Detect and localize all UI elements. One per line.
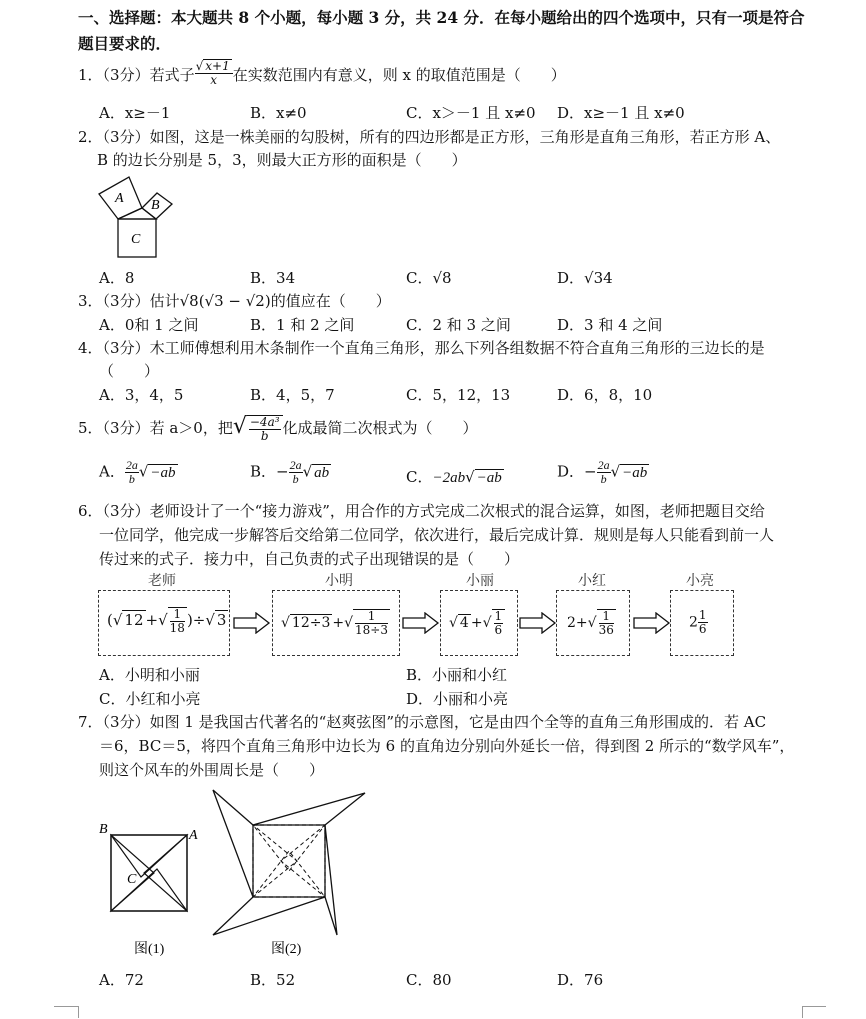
q3-stem: 3．（3分）估计√8(√3 − √2)的值应在（ ）	[78, 292, 391, 310]
fig1-label-c: C	[127, 872, 137, 887]
q4-option-a[interactable]: A．3，4，5	[99, 386, 184, 404]
q5-option-d[interactable]: D．− $\frac{2a}{b}$ √ −ab	[557, 458, 648, 486]
q3-option-d[interactable]: D．3 和 4 之间	[557, 316, 663, 334]
q4-stem-line2: （ ）	[99, 362, 160, 380]
q7-stem-line3: 则这个风车的外围周长是（ ）	[99, 761, 325, 779]
relay-name-teacher: 老师	[148, 573, 176, 589]
q3-option-c[interactable]: C．2 和 3 之间	[406, 316, 511, 334]
fig-label-c: C	[131, 232, 141, 247]
q1-stem	[78, 59, 566, 87]
relay-name-xiaoli: 小丽	[466, 573, 494, 589]
q5-option-c[interactable]: C．−2ab√ −ab	[406, 468, 502, 486]
fig-label-a: A	[115, 191, 124, 206]
relay-arrow-3	[518, 612, 558, 634]
relay-name-xiaoliang: 小亮	[686, 573, 714, 589]
q2-stem-line1: 2．（3分）如图，这是一株美丽的勾股树，所有的四边形都是正方形，三角形是直角三角形，若正方形 A、	[78, 128, 781, 146]
page-corner-mark-left	[54, 1006, 78, 1019]
relay-name-xiaohong: 小红	[578, 573, 606, 589]
fig2-caption: 图(2)	[271, 942, 302, 957]
q5-option-a[interactable]: A． $\frac{2a}{b}$ √ −ab	[99, 458, 176, 486]
q7-option-c[interactable]: C．80	[406, 971, 452, 989]
q6-stem-line2: 一位同学，他完成一步解答后交给第二位同学，依次进行，最后完成计算．规则是每人只能看到前一人	[99, 526, 775, 544]
section-heading: 一、选择题：本大题共 8 个小题，每小题 3 分，共 24 分．在每小题给出的四个选项中，只有一项是符合	[78, 8, 805, 27]
q5-stem: 5．（3分）若 a＞0，把√ $\frac{\text{−4a³}}{b}$ 化成最简二次根式为（ ）	[78, 414, 478, 443]
q2-stem-line2: B 的边长分别是 5，3，则最大正方形的面积是（ ）	[97, 151, 467, 169]
q2-option-c[interactable]: C．√8	[406, 269, 452, 287]
q6-stem-line1: 6．（3分）老师设计了一个“接力游戏”，用合作的方式完成二次根式的混合运算，如图，老师把题目交给	[78, 502, 765, 520]
q6-option-b[interactable]: B．小丽和小红	[406, 666, 508, 684]
q1-fraction: $\frac{√ x+1}{x}$	[195, 59, 233, 87]
q7-stem-line1: 7．（3分）如图 1 是我国古代著名的“赵爽弦图”的示意图，它是由四个全等的直角三角形围成的．若 AC	[78, 713, 767, 731]
q4-option-c[interactable]: C．5，12，13	[406, 386, 511, 404]
q7-option-a[interactable]: A．72	[99, 971, 144, 989]
q1-option-b[interactable]: B．x≠0	[250, 104, 307, 122]
page-corner-mark-right	[802, 1006, 826, 1019]
q1-option-d[interactable]: D．x≥－1 且 x≠0	[557, 104, 685, 122]
q6-option-d[interactable]: D．小丽和小亮	[406, 690, 509, 708]
relay-box-xiaoliang: 2 $\frac{1}{6}$	[670, 590, 734, 656]
q5-prefix: 5．（3分）若 a＞0，把	[78, 419, 233, 437]
q2-option-d[interactable]: D．√34	[557, 269, 613, 287]
relay-box-xiaoli: √ 4 +√ $\frac{1}{6}$	[440, 590, 518, 656]
q4-stem-line1: 4．（3分）木工师傅想利用木条制作一个直角三角形，那么下列各组数据不符合直角三角形的三边长的是	[78, 339, 765, 357]
zhao-shuang-figure	[96, 815, 206, 960]
q5-option-b[interactable]: B．− $\frac{2a}{b}$ √ ab	[250, 458, 330, 486]
q7-option-d[interactable]: D．76	[557, 971, 604, 989]
fig1-caption: 图(1)	[134, 942, 165, 957]
q5-suffix: 化成最简二次根式为（ ）	[282, 419, 478, 437]
q3-option-a[interactable]: A．0和 1 之间	[99, 316, 199, 334]
fig1-label-a: A	[189, 828, 198, 843]
fig-label-b: B	[151, 198, 160, 213]
relay-arrow-2	[401, 612, 441, 634]
q1-den: x	[210, 73, 218, 87]
relay-arrow-1	[232, 612, 272, 634]
q4-option-b[interactable]: B．4，5，7	[250, 386, 335, 404]
q1-option-a[interactable]: A．x≥－1	[99, 104, 171, 122]
q6-option-c[interactable]: C．小红和小亮	[99, 690, 201, 708]
page-corner-mark-left-v	[78, 1006, 79, 1018]
q1-prefix: 1．（3分）若式子	[78, 66, 195, 84]
relay-box-teacher: (√ 12 +√ $\frac{1}{18}$ )÷√ 3	[98, 590, 230, 656]
relay-arrow-4	[632, 612, 672, 634]
q3-option-b[interactable]: B．1 和 2 之间	[250, 316, 355, 334]
q6-stem-line3: 传过来的式子．接力中，自己负责的式子出现错误的是（ ）	[99, 550, 520, 568]
q6-option-a[interactable]: A．小明和小丽	[99, 666, 200, 684]
q7-option-b[interactable]: B．52	[250, 971, 296, 989]
relay-name-xiaoming: 小明	[325, 573, 353, 589]
q1-suffix: 在实数范围内有意义，则 x 的取值范围是（ ）	[232, 66, 566, 84]
section-heading-cont: 题目要求的．	[78, 34, 172, 53]
q1-radicand: x+1	[205, 59, 230, 73]
q1-option-c[interactable]: C．x＞－1 且 x≠0	[406, 104, 536, 122]
q2-option-b[interactable]: B．34	[250, 269, 296, 287]
relay-box-xiaoming: √ 12÷3 +√ $\frac{1}{18\div 3}$	[272, 590, 400, 656]
fig1-label-b: B	[99, 822, 108, 837]
math-windmill-figure	[205, 785, 370, 960]
q7-stem-line2: ＝6，BC＝5，将四个直角三角形中边长为 6 的直角边分别向外延长一倍，得到图 2 所示的“数学风车”，	[99, 737, 795, 755]
pythagoras-tree-figure	[96, 172, 180, 260]
relay-box-xiaohong: 2+√ $\frac{1}{36}$	[556, 590, 630, 656]
q5-radicand-fraction: $\frac{\text{−4a³}}{b}$	[247, 415, 283, 443]
q2-option-a[interactable]: A．8	[99, 269, 135, 287]
q4-option-d[interactable]: D．6，8，10	[557, 386, 653, 404]
